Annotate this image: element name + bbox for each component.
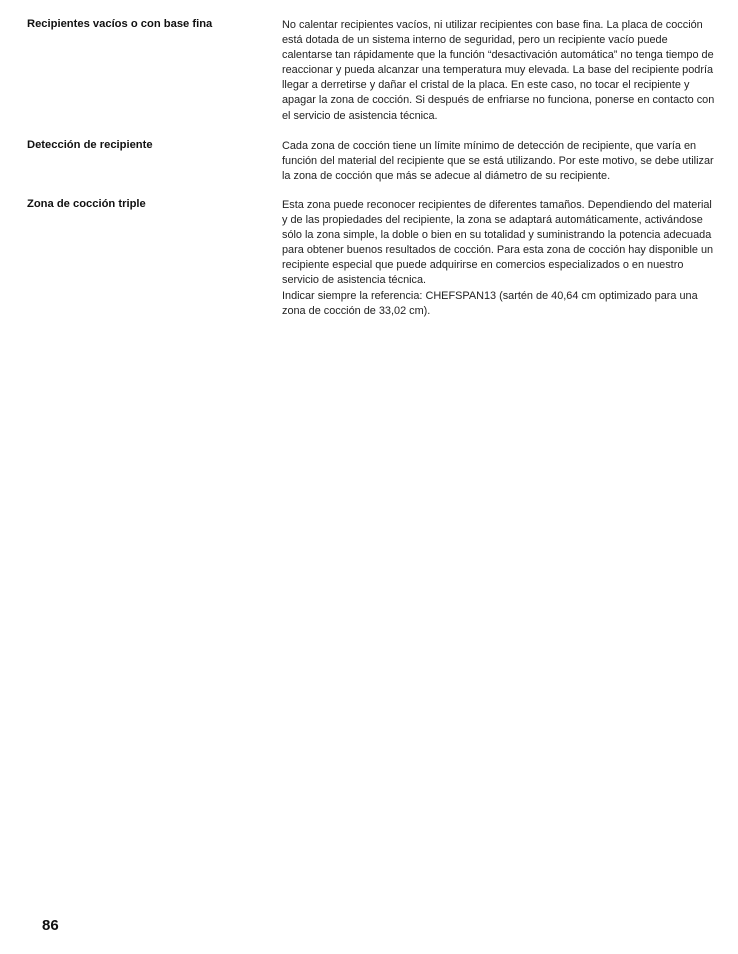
page-number: 86 <box>42 917 59 934</box>
paragraph: Esta zona puede reconocer recipientes de diferentes tamaños. Dependiendo del material y de las propiedades del recipiente, la zona se adaptará automáticamente, activándose sólo la zona simple, la doble o bien en su totalidad y suministrando la potencia adecuada para obtener buenos resultados de cocción. Para esta zona de cocción hay disponible un recipiente especial que puede adquirirse en comercios especializados o en nuestro servicio de asistencia técnica. <box>282 199 714 287</box>
paragraph: Indicar siempre la referencia: CHEFSPAN13 (sartén de 40,64 cm optimizado para una zona de cocción de 33,02 cm). <box>282 289 698 317</box>
section-body <box>282 198 718 319</box>
section-heading: Recipientes vacíos o con base fina <box>27 18 213 30</box>
section-heading: Zona de cocción triple <box>27 198 146 210</box>
paragraph: Cada zona de cocción tiene un límite mínimo de detección de recipiente, que varía en función del material del recipiente que se está utilizando. Por este motivo, se debe utilizar la zona de cocción que más se adecue al diámetro de su recipiente. <box>282 140 714 183</box>
section-heading: Detección de recipiente <box>27 139 153 151</box>
section-body <box>282 139 718 184</box>
section-body <box>282 18 718 124</box>
paragraph: No calentar recipientes vacíos, ni utilizar recipientes con base fina. La placa de cocción está dotada de un sistema interno de seguridad, pero un recipiente vacío puede calentarse tan rápidamente que la función “desactivación automática” no tenga tiempo de reaccionar y pueda alcanzar una temperatura muy elevada. La base del recipiente podría llegar a derretirse y dañar el cristal de la placa. En este caso, no tocar el recipiente y apagar la zona de cocción. Si después de enfriarse no funciona, ponerse en contacto con el servicio de asistencia técnica. <box>282 19 715 122</box>
